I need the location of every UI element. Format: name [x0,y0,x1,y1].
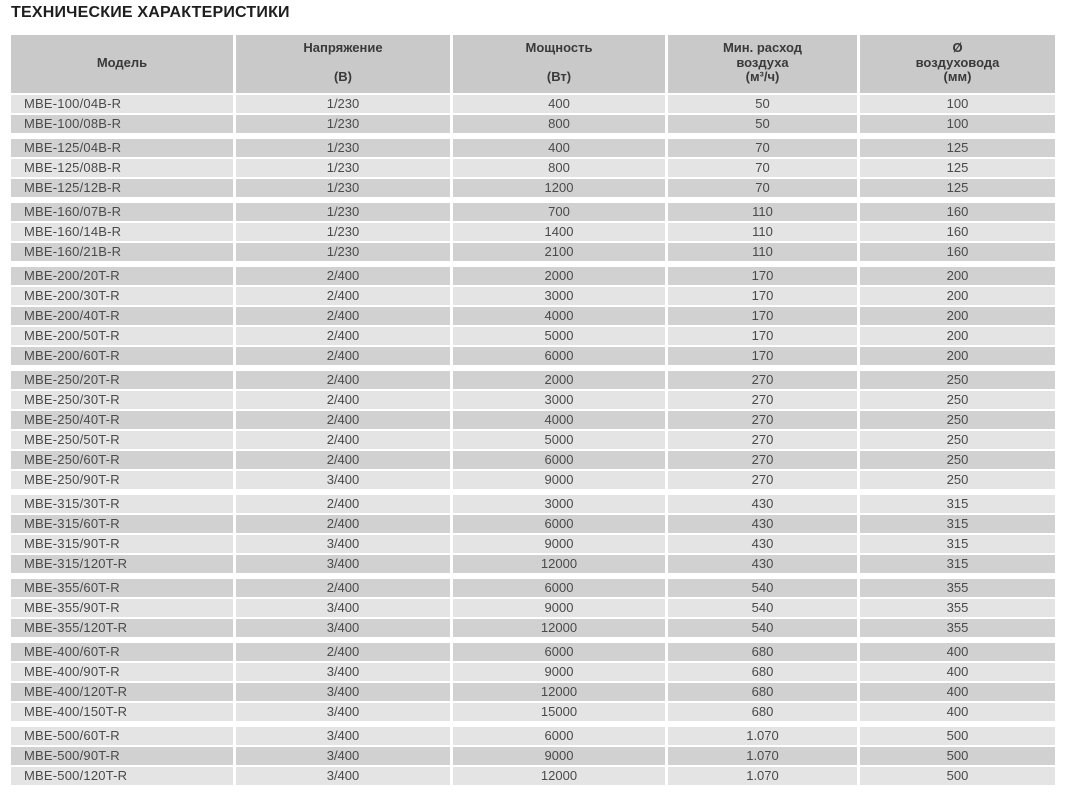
table-row [11,159,1056,177]
cell-diameter: 400 [860,703,1055,721]
table-row [11,515,1056,533]
cell-diameter: 500 [860,747,1055,765]
table-row [11,643,1056,661]
cell-airflow: 680 [668,643,857,661]
cell-power: 800 [453,115,665,133]
table-row [11,223,1056,241]
cell-power: 12000 [453,767,665,785]
model-group-MBE-200 [11,267,1056,365]
cell-voltage: 3/400 [236,663,450,681]
cell-airflow: 1.070 [668,767,857,785]
table-row [11,371,1056,389]
cell-model: MBE-160/14B-R [11,223,233,241]
table-row [11,115,1056,133]
cell-power: 6000 [453,347,665,365]
cell-voltage: 2/400 [236,495,450,513]
cell-model: MBE-200/30T-R [11,287,233,305]
cell-airflow: 170 [668,327,857,345]
cell-airflow: 680 [668,703,857,721]
cell-diameter: 125 [860,159,1055,177]
cell-airflow: 1.070 [668,747,857,765]
cell-model: MBE-200/50T-R [11,327,233,345]
cell-power: 1400 [453,223,665,241]
cell-airflow: 430 [668,535,857,553]
header-line: воздуховода [915,54,1000,70]
cell-airflow: 540 [668,579,857,597]
cell-airflow: 540 [668,619,857,637]
cell-diameter: 400 [860,683,1055,701]
header-cell-airflow [668,35,857,93]
table-row [11,203,1056,221]
cell-model: MBE-100/08B-R [11,115,233,133]
model-group-MBE-160 [11,203,1056,261]
cell-power: 3000 [453,495,665,513]
cell-model: MBE-315/30T-R [11,495,233,513]
table-row [11,243,1056,261]
table-row [11,579,1056,597]
cell-airflow: 270 [668,471,857,489]
cell-model: MBE-160/21B-R [11,243,233,261]
cell-airflow: 70 [668,179,857,197]
cell-voltage: 3/400 [236,767,450,785]
cell-model: MBE-125/04B-R [11,139,233,157]
cell-power: 5000 [453,431,665,449]
cell-diameter: 250 [860,431,1055,449]
table-row [11,179,1056,197]
cell-model: MBE-200/60T-R [11,347,233,365]
cell-diameter: 355 [860,579,1055,597]
table-row [11,347,1056,365]
cell-power: 700 [453,203,665,221]
cell-airflow: 270 [668,411,857,429]
cell-model: MBE-125/12B-R [11,179,233,197]
cell-model: MBE-500/90T-R [11,747,233,765]
cell-voltage: 2/400 [236,307,450,325]
cell-diameter: 160 [860,243,1055,261]
cell-airflow: 270 [668,371,857,389]
cell-model: MBE-250/90T-R [11,471,233,489]
model-group-MBE-400 [11,643,1056,721]
cell-voltage: 1/230 [236,115,450,133]
cell-model: MBE-315/60T-R [11,515,233,533]
cell-airflow: 1.070 [668,727,857,745]
header-line: Мин. расход [722,40,803,55]
cell-airflow: 430 [668,515,857,533]
cell-model: MBE-200/20T-R [11,267,233,285]
cell-voltage: 2/400 [236,327,450,345]
cell-voltage: 3/400 [236,555,450,573]
cell-diameter: 250 [860,411,1055,429]
cell-diameter: 100 [860,95,1055,113]
cell-voltage: 2/400 [236,267,450,285]
cell-voltage: 1/230 [236,139,450,157]
header-line: (В) [333,69,353,84]
cell-voltage: 2/400 [236,411,450,429]
header-line: Ø [952,40,963,55]
cell-voltage: 2/400 [236,515,450,533]
cell-voltage: 3/400 [236,683,450,701]
cell-voltage: 2/400 [236,643,450,661]
header-line: (Вт) [546,69,572,84]
cell-voltage: 2/400 [236,579,450,597]
table-row [11,327,1056,345]
cell-power: 12000 [453,683,665,701]
table-row [11,95,1056,113]
cell-model: MBE-315/90T-R [11,535,233,553]
table-row [11,431,1056,449]
cell-model: MBE-400/60T-R [11,643,233,661]
cell-voltage: 1/230 [236,159,450,177]
cell-voltage: 3/400 [236,727,450,745]
cell-diameter: 355 [860,619,1055,637]
cell-power: 9000 [453,747,665,765]
cell-diameter: 200 [860,267,1055,285]
cell-voltage: 2/400 [236,371,450,389]
cell-power: 400 [453,139,665,157]
cell-airflow: 680 [668,683,857,701]
cell-power: 2100 [453,243,665,261]
cell-power: 2000 [453,371,665,389]
table-row [11,619,1056,637]
table-row [11,683,1056,701]
cell-airflow: 430 [668,555,857,573]
cell-diameter: 315 [860,515,1055,533]
cell-power: 9000 [453,471,665,489]
cell-airflow: 270 [668,391,857,409]
table-row [11,535,1056,553]
cell-diameter: 250 [860,391,1055,409]
cell-diameter: 315 [860,555,1055,573]
cell-diameter: 200 [860,327,1055,345]
table-row [11,139,1056,157]
cell-diameter: 315 [860,535,1055,553]
cell-airflow: 170 [668,307,857,325]
cell-airflow: 70 [668,159,857,177]
cell-voltage: 3/400 [236,747,450,765]
cell-diameter: 400 [860,643,1055,661]
cell-power: 12000 [453,619,665,637]
table-header [11,35,1056,93]
header-line [236,56,450,71]
cell-voltage: 3/400 [236,471,450,489]
cell-power: 6000 [453,643,665,661]
cell-diameter: 200 [860,287,1055,305]
table-row [11,471,1056,489]
cell-voltage: 3/400 [236,535,450,553]
cell-power: 3000 [453,391,665,409]
cell-airflow: 680 [668,663,857,681]
table-row [11,599,1056,617]
header-line [11,70,233,85]
cell-model: MBE-250/20T-R [11,371,233,389]
cell-model: MBE-400/90T-R [11,663,233,681]
cell-power: 3000 [453,287,665,305]
cell-voltage: 3/400 [236,703,450,721]
cell-model: MBE-160/07B-R [11,203,233,221]
cell-airflow: 170 [668,267,857,285]
cell-voltage: 2/400 [236,431,450,449]
cell-model: MBE-500/60T-R [11,727,233,745]
header-cell-model [11,35,233,93]
cell-power: 6000 [453,515,665,533]
cell-model: MBE-125/08B-R [11,159,233,177]
cell-power: 800 [453,159,665,177]
cell-airflow: 270 [668,431,857,449]
cell-diameter: 250 [860,451,1055,469]
cell-voltage: 3/400 [236,599,450,617]
model-group-MBE-315 [11,495,1056,573]
header-line: Мощность [525,40,593,55]
table-row [11,307,1056,325]
cell-airflow: 70 [668,139,857,157]
table-row [11,747,1056,765]
cell-model: MBE-250/30T-R [11,391,233,409]
cell-model: MBE-400/120T-R [11,683,233,701]
cell-diameter: 125 [860,179,1055,197]
cell-diameter: 100 [860,115,1055,133]
header-cell-voltage [236,35,450,93]
header-line [11,41,233,56]
cell-power: 6000 [453,451,665,469]
cell-voltage: 1/230 [236,203,450,221]
cell-voltage: 1/230 [236,95,450,113]
cell-diameter: 315 [860,495,1055,513]
table-row [11,391,1056,409]
cell-airflow: 170 [668,347,857,365]
cell-airflow: 110 [668,243,857,261]
cell-airflow: 170 [668,287,857,305]
cell-airflow: 50 [668,115,857,133]
cell-diameter: 160 [860,203,1055,221]
table-row [11,267,1056,285]
cell-diameter: 500 [860,767,1055,785]
cell-model: MBE-250/50T-R [11,431,233,449]
cell-model: MBE-100/04B-R [11,95,233,113]
cell-power: 2000 [453,267,665,285]
cell-diameter: 355 [860,599,1055,617]
cell-model: MBE-500/120T-R [11,767,233,785]
cell-airflow: 110 [668,223,857,241]
model-group-MBE-355 [11,579,1056,637]
table-row [11,663,1056,681]
header-line: (мм) [943,69,972,84]
cell-voltage: 1/230 [236,179,450,197]
table-body [11,95,1056,785]
cell-voltage: 1/230 [236,223,450,241]
cell-airflow: 430 [668,495,857,513]
cell-model: MBE-200/40T-R [11,307,233,325]
cell-diameter: 200 [860,307,1055,325]
model-group-MBE-250 [11,371,1056,489]
cell-power: 4000 [453,307,665,325]
cell-diameter: 125 [860,139,1055,157]
cell-power: 12000 [453,555,665,573]
page-title: ТЕХНИЧЕСКИЕ ХАРАКТЕРИСТИКИ [11,4,290,21]
cell-voltage: 2/400 [236,391,450,409]
cell-diameter: 250 [860,471,1055,489]
cell-model: MBE-400/150T-R [11,703,233,721]
table-row [11,767,1056,785]
header-cell-diameter [860,35,1055,93]
header-line: Напряжение [303,40,383,55]
cell-model: MBE-250/60T-R [11,451,233,469]
cell-voltage: 2/400 [236,347,450,365]
cell-model: MBE-355/120T-R [11,619,233,637]
cell-diameter: 500 [860,727,1055,745]
table-row [11,555,1056,573]
cell-model: MBE-355/60T-R [11,579,233,597]
cell-voltage: 2/400 [236,287,450,305]
spec-table [11,35,1056,785]
cell-airflow: 270 [668,451,857,469]
table-row [11,727,1056,745]
table-row [11,451,1056,469]
header-line: воздуха [736,54,789,70]
cell-diameter: 250 [860,371,1055,389]
cell-voltage: 3/400 [236,619,450,637]
table-row [11,703,1056,721]
cell-voltage: 1/230 [236,243,450,261]
table-row [11,411,1056,429]
table-row [11,495,1056,513]
header-line [453,56,665,71]
model-group-MBE-125 [11,139,1056,197]
cell-power: 400 [453,95,665,113]
header-line: (м³/ч) [745,69,780,84]
header-line: Модель [96,54,148,70]
header-cell-power [453,35,665,93]
cell-airflow: 540 [668,599,857,617]
cell-voltage: 2/400 [236,451,450,469]
cell-power: 9000 [453,599,665,617]
cell-diameter: 400 [860,663,1055,681]
cell-power: 1200 [453,179,665,197]
model-group-MBE-500 [11,727,1056,785]
cell-power: 15000 [453,703,665,721]
cell-power: 9000 [453,663,665,681]
cell-diameter: 160 [860,223,1055,241]
table-row [11,287,1056,305]
cell-power: 6000 [453,727,665,745]
cell-model: MBE-355/90T-R [11,599,233,617]
cell-power: 6000 [453,579,665,597]
model-group-MBE-100 [11,95,1056,133]
cell-diameter: 200 [860,347,1055,365]
cell-power: 4000 [453,411,665,429]
cell-model: MBE-315/120T-R [11,555,233,573]
cell-power: 9000 [453,535,665,553]
cell-airflow: 50 [668,95,857,113]
cell-airflow: 110 [668,203,857,221]
cell-model: MBE-250/40T-R [11,411,233,429]
cell-power: 5000 [453,327,665,345]
